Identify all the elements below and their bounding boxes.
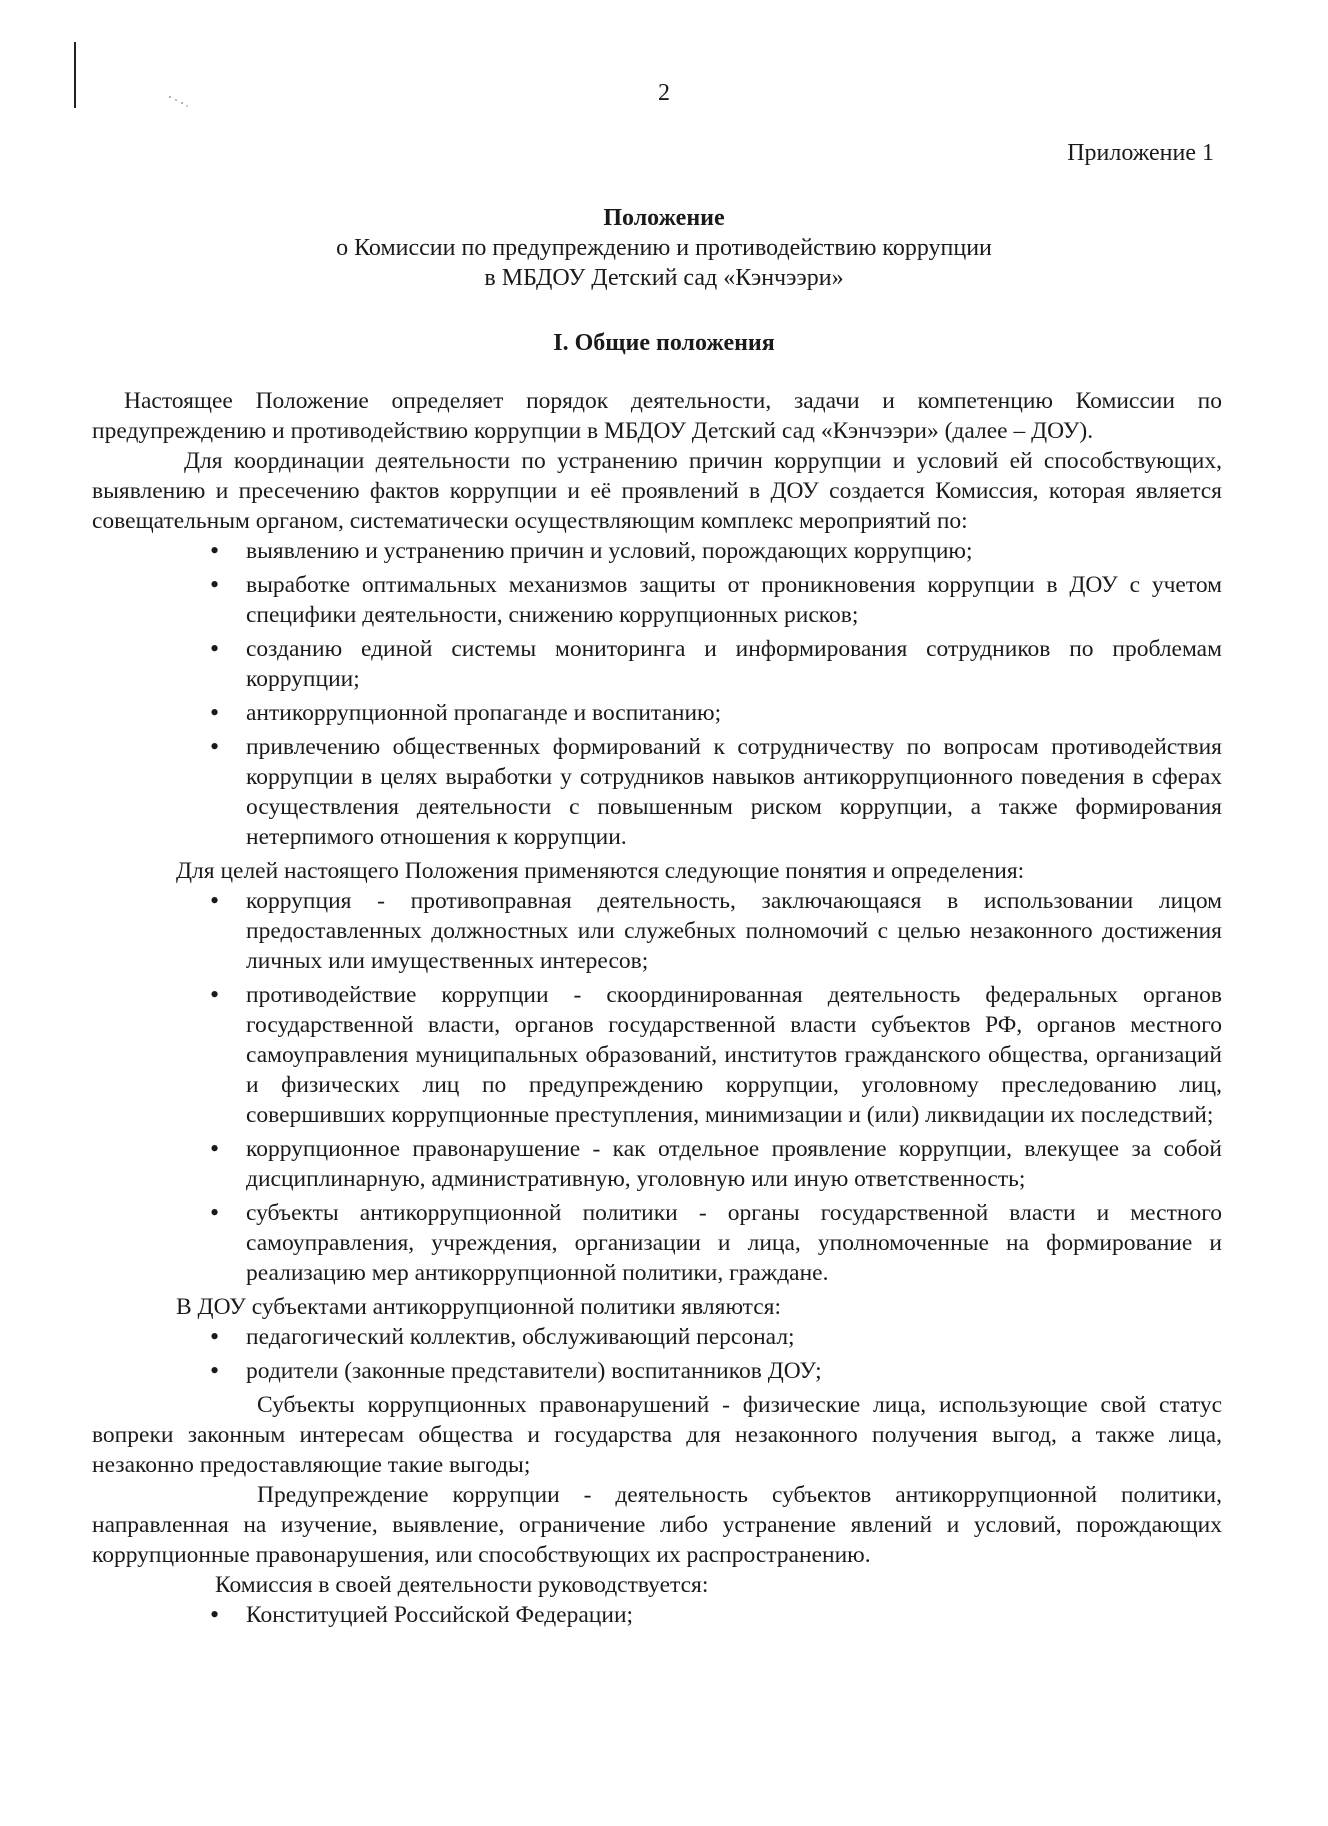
definitions-intro: Для целей настоящего Положения применяются следующие понятия и определения: xyxy=(176,858,1025,884)
section-heading: I. Общие положения xyxy=(553,330,775,356)
guided-by-list xyxy=(92,1600,1222,1630)
title-line-2: о Комиссии по предупреждению и противодействию коррупции xyxy=(336,235,992,261)
prevention-text: Предупреждение коррупции - деятельность субъектов антикоррупционной политики, направленная на изучение, выявление, ограничение либо устранение явлений и условий, порождающих коррупционные правонарушения, или способствующих их распространению. xyxy=(92,1482,1222,1568)
subjects-intro: В ДОУ субъектами антикоррупционной политики являются: xyxy=(176,1294,782,1320)
list-item: • противодействие коррупции - скоординированная деятельность федеральных органов государственной власти, органов государственной власти субъектов РФ, органов местного самоуправления муниципальных образований, институтов гражданского общества, организаций и физических лиц по предупреждению коррупции, уголовному преследованию лиц, совершивших коррупционные преступления, минимизации и (или) ликвидации их последствий; xyxy=(246,980,1222,1130)
subjects-list xyxy=(92,1322,1222,1386)
title-line-3: в МБДОУ Детский сад «Кэнчээри» xyxy=(484,265,844,291)
list-item: • родители (законные представители) воспитанников ДОУ; xyxy=(246,1356,1222,1386)
guided-by-intro: Комиссия в своей деятельности руководствуется: xyxy=(215,1572,709,1598)
coordination-paragraph: Для координации деятельности по устранению причин коррупции и условий ей способствующих, выявлению и пресечению фактов коррупции и её проявлений в ДОУ создается Комиссия, которая является совещательным органом, систематически осуществляющим комплекс мероприятий по: xyxy=(92,448,1222,534)
page-number: 2 xyxy=(658,80,670,106)
activities-list xyxy=(92,536,1222,852)
appendix-label: Приложение 1 xyxy=(1067,140,1214,166)
list-item: • субъекты антикоррупционной политики - органы государственной власти и местного самоуправления, учреждения, организации и лица, уполномоченные на формирование и реализацию мер антикоррупционной политики, граждане. xyxy=(246,1198,1222,1288)
document-title xyxy=(0,203,1328,293)
list-item: • антикоррупционной пропаганде и воспитанию; xyxy=(246,698,1222,728)
list-item: • Конституцией Российской Федерации; xyxy=(246,1600,1222,1630)
list-item: • коррупция - противоправная деятельность, заключающаяся в использовании лицом предоставленных должностных или служебных полномочий с целью незаконного достижения личных или имущественных интересов; xyxy=(246,886,1222,976)
definitions-list xyxy=(92,886,1222,1288)
list-item: • привлечению общественных формирований к сотрудничеству по вопросам противодействия коррупции в целях выработки у сотрудников навыков антикоррупционного поведения в сферах осуществления деятельности с повышенным риском коррупции, а также формирования нетерпимого отношения к коррупции. xyxy=(246,732,1222,852)
list-item: • выявлению и устранению причин и условий, порождающих коррупцию; xyxy=(246,536,1222,566)
offense-subjects-text: Субъекты коррупционных правонарушений - физические лица, использующие свой статус вопреки законным интересам общества и государства для незаконного получения выгод, а также лица, незаконно предоставляющие такие выгоды; xyxy=(92,1392,1222,1478)
offense-subjects-paragraph xyxy=(92,1390,1222,1480)
prevention-paragraph xyxy=(92,1480,1222,1570)
intro-paragraph: Настоящее Положение определяет порядок деятельности, задачи и компетенцию Комиссии по предупреждению и противодействию коррупции в МБДОУ Детский сад «Кэнчээри» (далее – ДОУ). xyxy=(92,388,1222,444)
document-body xyxy=(92,386,1222,1634)
list-item: • педагогический коллектив, обслуживающий персонал; xyxy=(246,1322,1222,1352)
list-item: • выработке оптимальных механизмов защиты от проникновения коррупции в ДОУ с учетом специфики деятельности, снижению коррупционных рисков; xyxy=(246,570,1222,630)
list-item: • коррупционное правонарушение - как отдельное проявление коррупции, влекущее за собой дисциплинарную, административную, уголовную или иную ответственность; xyxy=(246,1134,1222,1194)
list-item: • созданию единой системы мониторинга и информирования сотрудников по проблемам коррупции; xyxy=(246,634,1222,694)
title-line-1: Положение xyxy=(603,205,725,231)
